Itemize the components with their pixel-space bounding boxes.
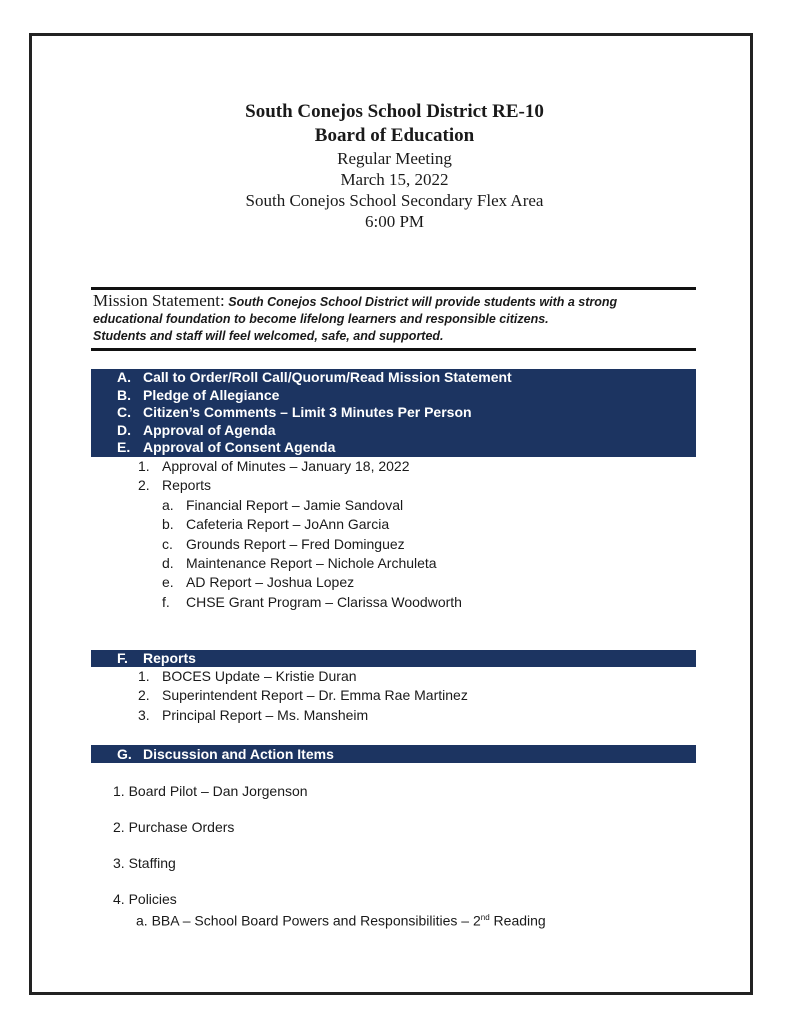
discussion-item-3: 3. Staffing xyxy=(113,855,176,871)
discussion-item-4: 4. Policies xyxy=(113,891,177,907)
list-item: 2. Superintendent Report – Dr. Emma Rae Martinez xyxy=(138,687,468,704)
section-f-list xyxy=(138,667,468,725)
mission-label: Mission Statement: xyxy=(93,291,225,310)
discussion-item-2: 2. Purchase Orders xyxy=(113,819,235,835)
consent-agenda-list xyxy=(138,457,462,612)
agenda-item-e: E. Approval of Consent Agenda xyxy=(117,439,336,456)
list-item: a. Financial Report – Jamie Sandoval xyxy=(162,496,404,513)
list-item: 1. BOCES Update – Kristie Duran xyxy=(138,668,357,684)
list-item: 3. Principal Report – Ms. Mansheim xyxy=(138,706,369,723)
agenda-item-d: D. Approval of Agenda xyxy=(117,421,276,438)
list-item: c. Grounds Report – Fred Dominguez xyxy=(162,535,405,552)
list-item: 1. Approval of Minutes – January 18, 2022 xyxy=(138,458,410,474)
district-title: South Conejos School District RE-10 xyxy=(245,101,544,122)
list-item: b. Cafeteria Report – JoAnn Garcia xyxy=(162,516,390,533)
meeting-time: 6:00 PM xyxy=(364,212,425,231)
agenda-item-a: A. Call to Order/Roll Call/Quorum/Read Mission Statement xyxy=(117,369,512,385)
section-g-header: G. Discussion and Action Items xyxy=(91,745,696,763)
policy-sub-item: a. BBA – School Board Powers and Responsibilities – 2nd Reading xyxy=(136,912,546,929)
mission-line-2: educational foundation to become lifelong learners and responsible citizens. xyxy=(93,312,549,326)
list-item: e. AD Report – Joshua Lopez xyxy=(162,574,355,591)
mission-top-rule xyxy=(91,287,696,290)
discussion-item-1: 1. Board Pilot – Dan Jorgenson xyxy=(113,783,308,799)
mission-line-1: South Conejos School District will provide students with a strong xyxy=(228,295,618,309)
meeting-header xyxy=(0,100,789,232)
meeting-date: March 15, 2022 xyxy=(340,170,449,189)
list-item: d. Maintenance Report – Nichole Archuleta xyxy=(162,554,437,571)
list-item: f. CHSE Grant Program – Clarissa Woodworth xyxy=(162,593,462,610)
mission-line-3: Students and staff will feel welcomed, safe, and supported. xyxy=(93,329,444,343)
board-title: Board of Education xyxy=(314,125,475,146)
mission-statement xyxy=(93,292,693,345)
list-item: 2. Reports xyxy=(138,477,212,494)
section-f-header: F. Reports xyxy=(91,650,696,667)
meeting-location: South Conejos School Secondary Flex Area xyxy=(245,191,544,210)
meeting-type: Regular Meeting xyxy=(337,149,452,168)
mission-bottom-rule xyxy=(91,348,696,351)
agenda-band-a-e xyxy=(91,369,696,457)
agenda-item-b: B. Pledge of Allegiance xyxy=(117,386,280,403)
agenda-item-c: C. Citizen’s Comments – Limit 3 Minutes Per Person xyxy=(117,404,472,421)
